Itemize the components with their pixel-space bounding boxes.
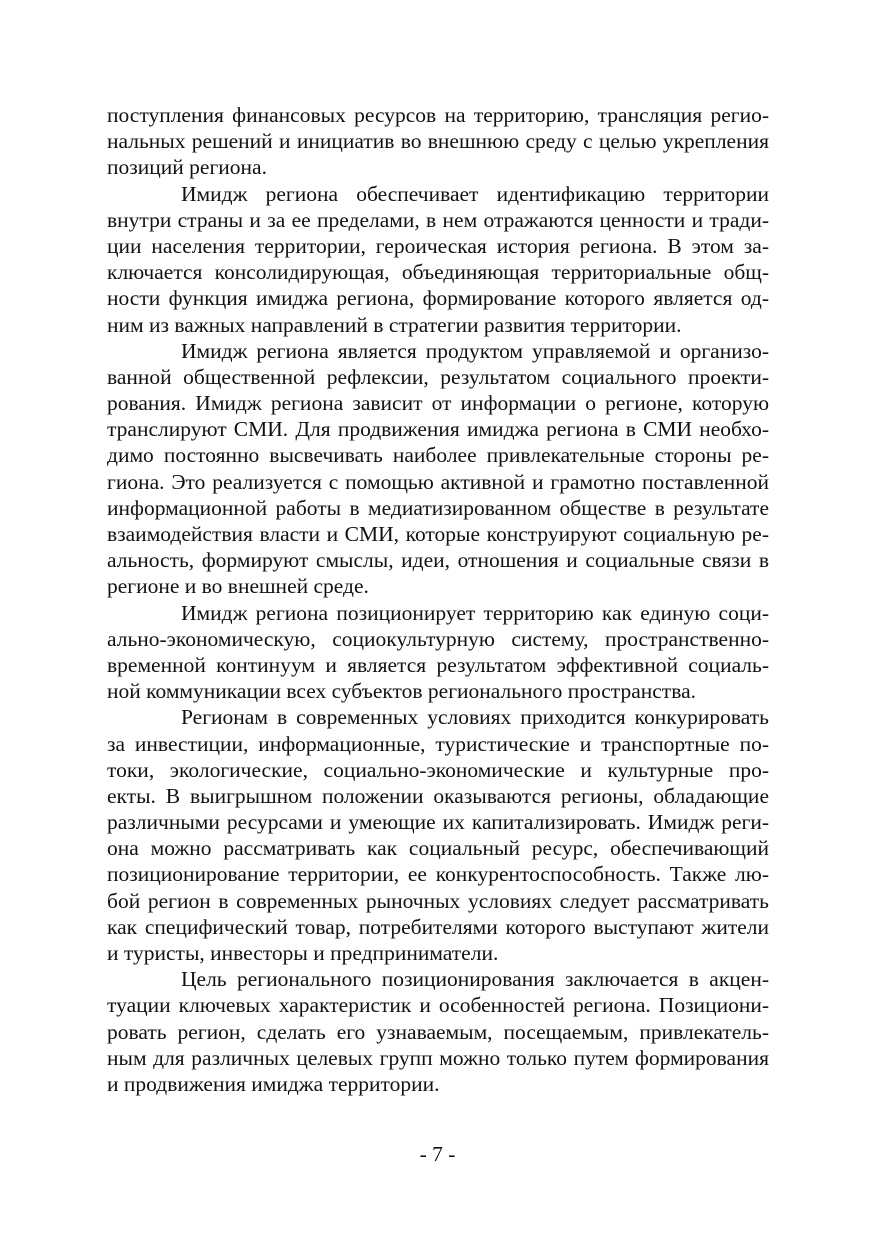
text-line: Регионам в современных условиях приходится конкурировать [181,705,769,730]
text-line: Цель регионального позиционирования заключается в акцен- [181,967,769,992]
text-line: ции населения территории, героическая история региона. В этом за- [107,233,769,258]
text-line: позиций региона. [107,155,267,180]
text-line: токи, экологические, социально-экономические и культурные про- [107,757,769,782]
text-line: Имидж региона является продуктом управляемой и организо- [181,338,769,363]
text-line: туации ключевых характеристик и особенностей региона. Позициони- [107,993,769,1018]
text-line: димо постоянно высвечивать наиболее привлекательные стороны ре- [107,443,769,468]
text-line: транслируют СМИ. Для продвижения имиджа региона в СМИ необхо- [107,417,769,442]
text-line: информационной работы в медиатизированном обществе в результате [107,495,769,520]
text-line: и продвижения имиджа территории. [107,1071,440,1096]
text-line: ключается консолидирующая, объединяющая территориальные общ- [107,260,769,285]
paragraph-4 [107,600,769,705]
text-line: различными ресурсами и умеющие их капитализировать. Имидж реги- [107,810,769,835]
text-line: ной коммуникации всех субъектов регионального пространства. [107,679,696,704]
text-line: как специфический товар, потребителями которого выступают жители [107,914,769,939]
text-line: ально-экономическую, социокультурную систему, пространственно- [107,626,769,651]
text-line: взаимодействия власти и СМИ, которые конструируют социальную ре- [107,522,769,546]
text-line: ным для различных целевых групп можно только путем формирования [107,1045,769,1070]
paragraph-2 [107,181,769,338]
text-line: внутри страны и за ее пределами, в нем отражаются ценности и тради- [107,207,769,232]
text-line: рования. Имидж региона зависит от информации о регионе, которую [107,391,769,416]
text-line: гиона. Это реализуется с помощью активной и грамотно поставленной [107,469,769,494]
text-line: ности функция имиджа региона, формирование которого является од- [107,286,769,311]
text-line: временной континуум и является результатом эффективной социаль- [107,652,769,677]
page-number: - 7 - [419,1142,456,1166]
text-line: бой регион в современных рыночных условиях следует рассматривать [107,888,769,913]
text-line: позиционирование территории, ее конкурентоспособность. Также лю- [107,862,769,887]
paragraph-3 [107,338,769,600]
text-line: ванной общественной рефлексии, результатом социального проекти- [107,364,769,389]
text-line: нальных решений и инициатив во внешнюю среду с целью укрепления [107,129,769,154]
text-line: альность, формируют смыслы, идеи, отношения и социальные связи в [107,548,769,573]
text-line: Имидж региона позиционирует территорию как единую соци- [181,600,769,625]
text-line: и туристы, инвесторы и предприниматели. [107,941,499,965]
paragraph-6 [107,966,769,1097]
text-line: Имидж региона обеспечивает идентификацию территории [181,181,769,206]
text-line: регионе и во внешней среде. [107,574,369,599]
paragraph-1 [107,102,769,181]
page-body [107,102,769,1097]
text-line: поступления финансовых ресурсов на территорию, трансляция регио- [107,103,769,127]
text-line: она можно рассматривать как социальный ресурс, обеспечивающий [107,836,769,861]
text-line: за инвестиции, информационные, туристические и транспортные по- [107,731,769,756]
paragraph-5 [107,704,769,966]
text-line: екты. В выигрышном положении оказываются регионы, обладающие [107,783,769,808]
text-line: ним из важных направлений в стратегии развития территории. [107,312,682,337]
text-line: ровать регион, сделать его узнаваемым, посещаемым, привлекатель- [107,1019,769,1044]
